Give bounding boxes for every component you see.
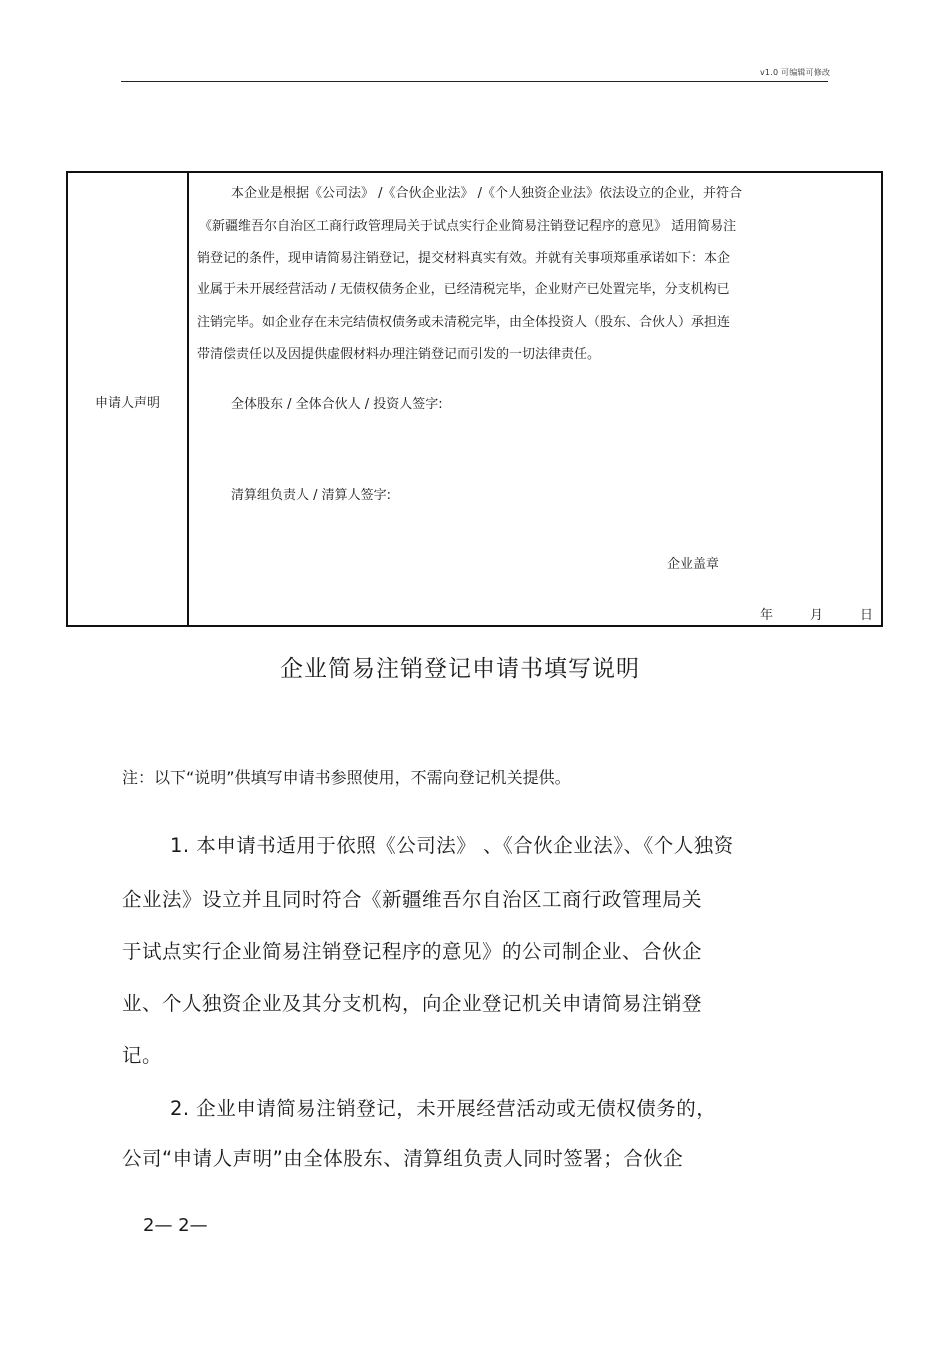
instructions-title: 企业简易注销登记申请书填写说明 [280,656,640,682]
date-month-label: 月 [810,608,824,623]
declaration-line-3: 销登记的条件，现申请简易注销登记，提交材料真实有效。并就有关事项郑重承诺如下：本企 [197,251,731,266]
company-seal-label: 企业盖章 [667,557,720,572]
declaration-line-4: 业属于未开展经营活动 / 无债权债务企业，已经清税完毕，企业财产已处置完毕，分支机构已 [197,282,730,297]
header-rule [121,81,828,82]
declaration-line-6: 带清偿责任以及因提供虚假材料办理注销登记而引发的一切法律责任。 [197,347,601,362]
declaration-label: 申请人声明 [94,396,160,411]
page-number: 2— 2— [143,1215,208,1236]
declaration-table [66,171,883,627]
declaration-line-1: 本企业是根据《公司法》 /《合伙企业法》 /《个人独资企业法》依法设立的企业，并符合 [231,186,743,201]
date-year-label: 年 [760,608,774,623]
instruction-line-3: 于试点实行企业简易注销登记程序的意见》的公司制企业、合伙企 [122,940,703,963]
declaration-label-cell [67,172,188,626]
declaration-body-cell [188,172,882,626]
instruction-line-6: 2. 企业申请简易注销登记，未开展经营活动或无债权债务的， [170,1097,717,1120]
instruction-line-2: 企业法》设立并且同时符合《新疆维吾尔自治区工商行政管理局关 [122,888,703,911]
instruction-line-1: 1. 本申请书适用于依照《公司法》 、《合伙企业法》、《个人独资 [170,834,734,857]
instruction-line-5: 记。 [122,1044,163,1067]
instructions-note: 注：以下“说明”供填写申请书参照使用，不需向登记机关提供。 [122,768,571,787]
declaration-line-2: 《新疆维吾尔自治区工商行政管理局关于试点实行企业简易注销登记程序的意见》 适用简易注 [199,219,737,234]
date-day-label: 日 [860,608,874,623]
liquidation-signature-label: 清算组负责人 / 清算人签字: [231,488,392,503]
instruction-line-4: 业、个人独资企业及其分支机构，向企业登记机关申请简易注销登 [122,992,703,1015]
header-version-note: v1.0 可编辑可修改 [760,68,831,77]
investor-signature-label: 全体股东 / 全体合伙人 / 投资人签字: [231,397,443,412]
declaration-line-5: 注销完毕。如企业存在未完结债权债务或未清税完毕，由全体投资人（股东、合伙人）承担连 [197,315,731,330]
instruction-line-7: 公司“申请人声明”由全体股东、清算组负责人同时签署；合伙企 [122,1147,684,1170]
